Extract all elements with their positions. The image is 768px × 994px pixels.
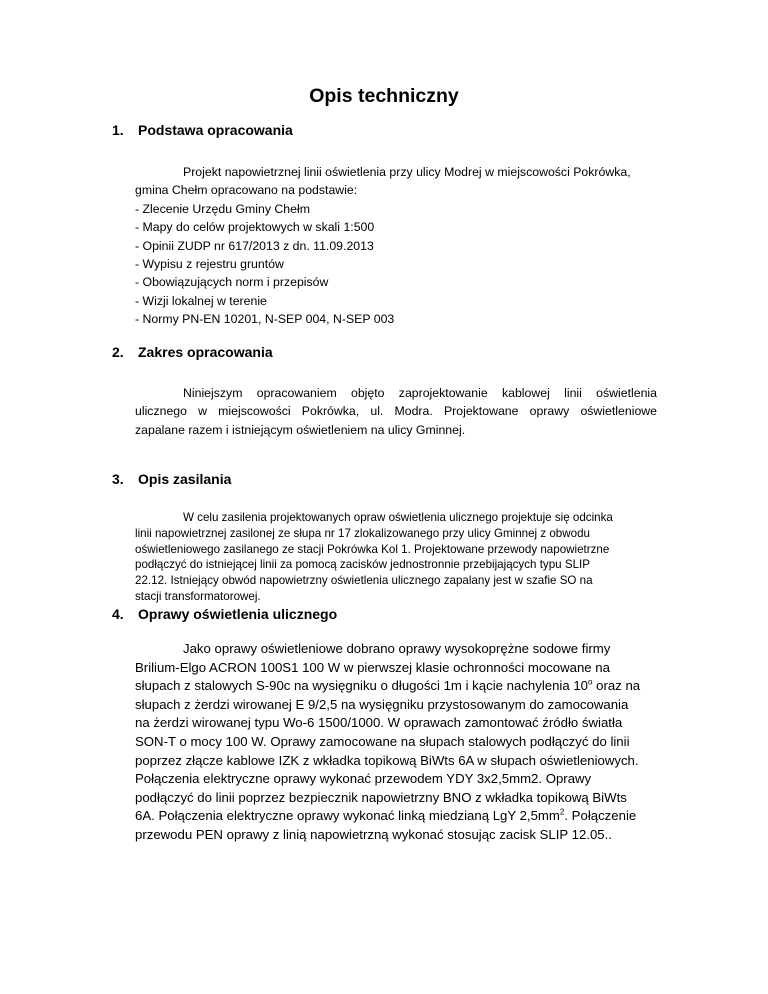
section-4-line: słupach z żerdzi wirowanej E 9/2,5 na wysięgniku przystosowanym do zamocowania — [135, 696, 629, 712]
section-4-line — [135, 677, 657, 696]
section-1-heading — [112, 122, 293, 138]
section-2-heading — [112, 344, 273, 360]
section-3-line: stacji transformatorowej. — [135, 589, 261, 603]
section-4-line-text: słupach z stalowych S-90c na wysięgniku o długości 1m i kącie nachylenia 10 — [135, 678, 589, 694]
section-1-line: gmina Chełm opracowano na podstawie: — [135, 183, 358, 198]
section-3-line: W celu zasilenia projektowanych opraw oświetlenia ulicznego projektuje się odcinka — [183, 511, 613, 524]
section-3-title: Opis zasilania — [138, 471, 232, 487]
squared-superscript: 2 — [559, 807, 565, 817]
section-4-heading — [112, 606, 337, 622]
section-4-line-text: 6A. Połączenia elektryczne oprawy wykonać linką miedzianą LgY 2,5mm — [135, 808, 560, 824]
list-item: - Obowiązujących norm i przepisów — [135, 275, 329, 290]
section-4-line: Jako oprawy oświetleniowe dobrano oprawy wysokoprężne sodowe firmy — [183, 641, 611, 656]
section-2-number: 2. — [112, 344, 124, 360]
list-item: - Wypisu z rejestru gruntów — [135, 257, 284, 272]
list-item: - Wizji lokalnej w terenie — [135, 293, 267, 308]
section-2-line: ulicznego w miejscowości Pokrówka, ul. Modra. Projektowane oprawy oświetleniowe — [135, 404, 657, 419]
section-3-number: 3. — [112, 471, 124, 487]
section-4-line: na żerdzi wirowanej typu Wo-6 1500/1000. W oprawach zamontować źródło światła — [135, 715, 623, 731]
section-2-body — [135, 384, 657, 439]
section-3-heading — [112, 471, 231, 487]
section-3-line: oświetleniowego zasilanego ze stacji Pokrówka Kol 1. Projektowane przewody napowietrzne — [135, 542, 610, 556]
section-4-line — [135, 807, 657, 826]
section-4-title: Oprawy oświetlenia ulicznego — [138, 606, 338, 622]
section-4-line: poprzez złącze kablowe IZK z wkładka topikową BiWts 6A w słupach oświetleniowych. — [135, 752, 639, 768]
section-4-number: 4. — [112, 606, 124, 622]
section-4-line: Brilium-Elgo ACRON 100S1 100 W w pierwszej klasie ochronności mocowane na — [135, 659, 610, 675]
list-item: - Zlecenie Urzędu Gminy Chełm — [135, 201, 310, 216]
section-4-line-text: oraz na — [592, 678, 641, 694]
list-item: - Normy PN-EN 10201, N-SEP 004, N-SEP 003 — [135, 312, 395, 327]
section-1-number: 1. — [112, 122, 124, 138]
section-4-line: przewodu PEN oprawy z linią napowietrzną wykonać stosując zacisk SLIP 12.05.. — [135, 826, 612, 842]
list-item: - Opinii ZUDP nr 617/2013 z dn. 11.09.2013 — [135, 238, 374, 253]
section-2-title: Zakres opracowania — [138, 344, 273, 360]
section-3-line: 22.12. Istniejący obwód napowietrzny oświetlenia ulicznego zapalany jest w szafie SO na — [135, 574, 593, 588]
list-item: - Mapy do celów projektowych w skali 1:500 — [135, 220, 375, 235]
section-4-line: podłączyć do linii poprzez bezpiecznik napowietrzny BNO z wkładka topikową BiWts — [135, 789, 627, 805]
section-2-line: Niniejszym opracowaniem objęto zaprojektowanie kablowej linii oświetlenia — [183, 386, 657, 400]
section-4-body — [135, 640, 657, 845]
degree-superscript: o — [588, 677, 593, 687]
section-1-title: Podstawa opracowania — [138, 122, 293, 138]
section-4-line: SON-T o mocy 100 W. Oprawy zamocowane na słupach stalowych podłączyć do linii — [135, 733, 630, 749]
section-1-body — [135, 163, 657, 329]
section-3-body — [135, 510, 657, 605]
section-3-line: linii napowietrznej zasilonej ze słupa nr 17 zlokalizowanego przy ulicy Gminnej z obwodu — [135, 526, 590, 540]
section-1-line: Projekt napowietrznej linii oświetlenia przy ulicy Modrej w miejscowości Pokrówka, — [183, 165, 631, 179]
section-2-line: zapalane razem i istniejącym oświetleniem na ulicy Gminnej. — [135, 422, 466, 437]
section-3-line: podłączyć do istniejącej linii za pomocą zacisków jednostronnie przebijających typu SLIP — [135, 558, 590, 572]
section-4-line-text: . Połączenie — [564, 808, 637, 824]
document-title: Opis techniczny — [309, 85, 459, 107]
section-4-line: Połączenia elektryczne oprawy wykonać przewodem YDY 3x2,5mm2. Oprawy — [135, 771, 592, 787]
